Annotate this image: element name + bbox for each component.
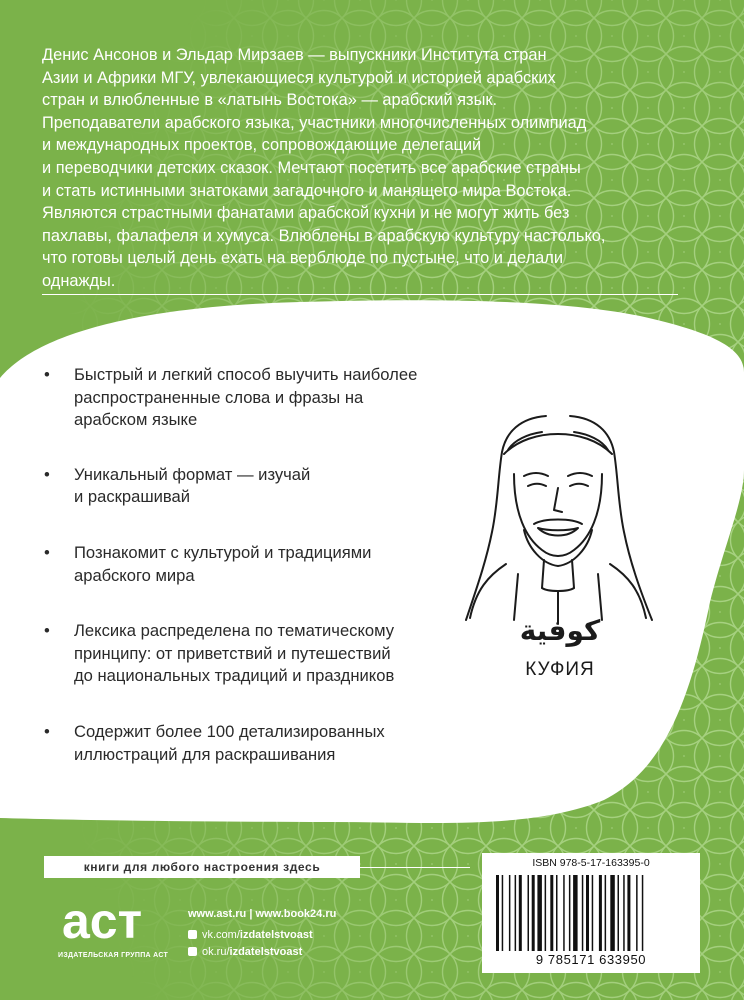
feature-item <box>44 542 464 587</box>
feature-line: принципу: от приветствий и путешествий <box>74 643 391 663</box>
feature-line: Познакомит с культурой и традициями <box>74 542 372 562</box>
feature-item <box>44 721 464 766</box>
feature-line: распространенные слова и фразы на <box>74 387 364 407</box>
bio-line: Азии и Африки МГУ, увлекающиеся культурой и историей арабских <box>42 68 556 87</box>
feature-line: арабском языке <box>74 410 198 430</box>
bio-line: стран и влюбленные в «латынь Востока» — арабский язык. <box>42 91 498 110</box>
bullet: • <box>44 721 50 741</box>
feature-line: Уникальный формат — изучай <box>74 464 311 484</box>
social-handle: izdatelstvoast <box>239 928 313 941</box>
feature-list <box>44 364 464 766</box>
barcode-panel <box>482 853 700 973</box>
bio-line: что готовы целый день ехать на верблюде по пустыне, что и делали <box>42 249 563 268</box>
web-links[interactable]: www.ast.ru | www.book24.ru <box>188 908 337 920</box>
ok-icon <box>188 947 197 956</box>
feature-item <box>44 464 464 509</box>
bio-line: Преподаватели арабского языка, участники многочисленных олимпиад <box>42 113 587 132</box>
social-links <box>188 926 313 960</box>
ean-digits: 9 785171 633950 <box>535 952 647 967</box>
social-link-vk[interactable] <box>188 926 313 943</box>
feature-line: иллюстраций для раскрашивания <box>74 744 336 764</box>
ast-logo <box>62 886 162 946</box>
arabic-word: كوفية <box>519 614 601 647</box>
social-prefix: vk.com/ <box>202 928 240 941</box>
logo-text: аст <box>62 893 143 946</box>
bio-line: и стать истинными знатоками загадочного и манящего мира Востока. <box>42 181 572 200</box>
isbn-label: ISBN 978-5-17-163395-0 <box>532 857 650 869</box>
tagline-divider <box>360 867 470 868</box>
vk-icon <box>188 930 197 939</box>
social-prefix: ok.ru/ <box>202 945 230 958</box>
feature-line: арабского мира <box>74 565 195 585</box>
publisher-label: ИЗДАТЕЛЬСКАЯ ГРУППА АСТ <box>58 952 169 959</box>
bio-line: Денис Ансонов и Эльдар Мирзаев — выпускники Института стран <box>42 46 547 64</box>
feature-item <box>44 620 464 688</box>
feature-item <box>44 364 464 432</box>
bio-line: и переводчики детских сказок. Мечтают посетить все арабские страны <box>42 158 581 177</box>
bullet: • <box>44 365 50 384</box>
tagline-banner: книги для любого настроения здесь <box>44 856 360 878</box>
feature-line: до национальных традиций и праздников <box>74 666 395 686</box>
bio-line: однажды. <box>42 271 116 290</box>
bio-line: пахлавы, фалафеля и хумуса. Влюблены в арабскую культуру настолько, <box>42 226 606 245</box>
russian-word: КУФИЯ <box>525 659 595 680</box>
feature-line: Лексика распределена по тематическому <box>74 621 395 641</box>
barcode <box>494 875 688 953</box>
bio-line: и международных проектов, сопровождающие делегаций <box>42 136 482 155</box>
feature-line: Содержит более 100 детализированных <box>74 721 385 741</box>
bullet: • <box>44 621 50 641</box>
bullet: • <box>44 542 50 562</box>
feature-line: Быстрый и легкий способ выучить наиболее <box>74 365 418 384</box>
bullet: • <box>44 464 50 484</box>
keffiyeh-man-illustration <box>458 414 658 626</box>
feature-line: и раскрашивай <box>74 487 191 507</box>
bio-line: Являются страстными фанатами арабской кухни и не могут жить без <box>42 204 570 223</box>
social-handle: izdatelstvoast <box>229 945 303 958</box>
social-link-ok[interactable] <box>188 943 313 960</box>
